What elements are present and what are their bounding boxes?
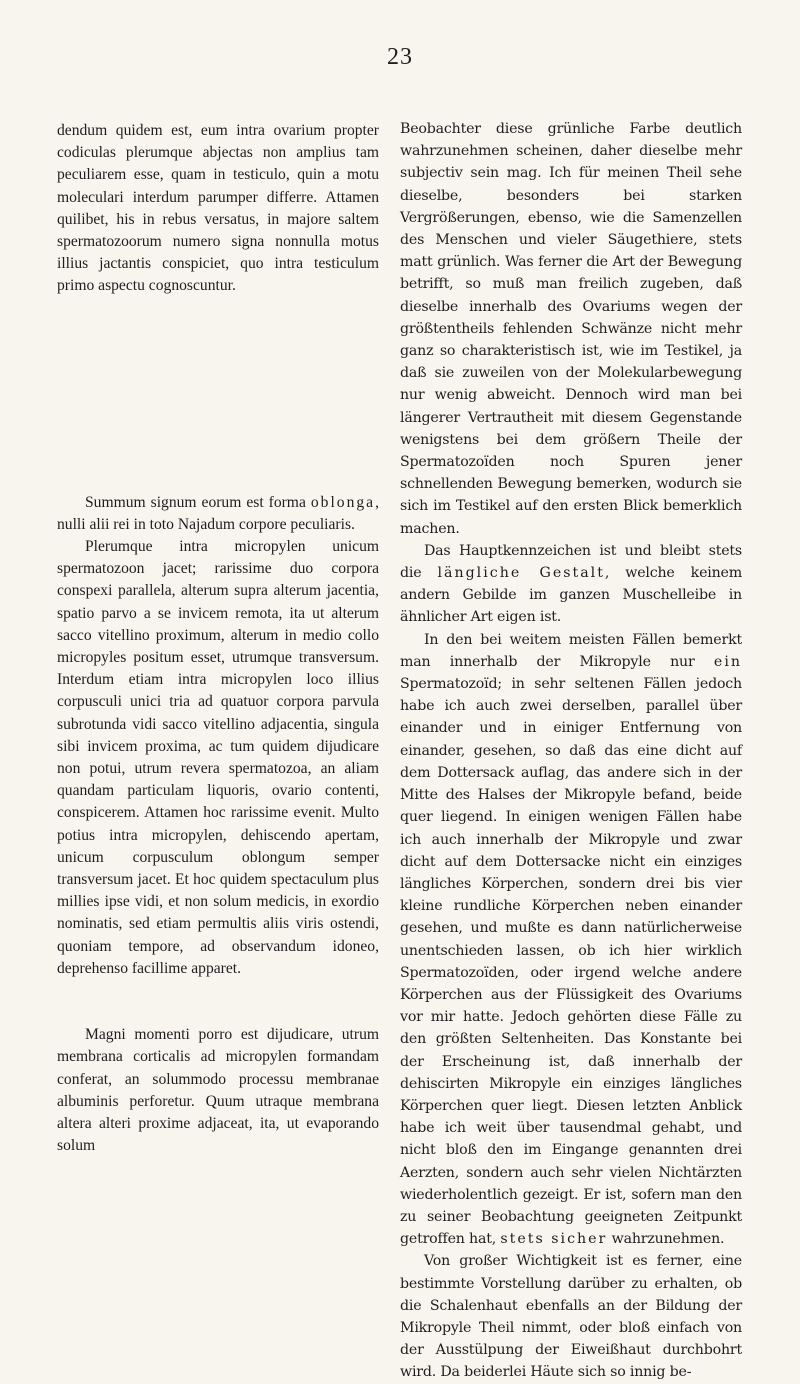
latin-paragraph-2-start: Summum signum eorum est forma [85, 493, 311, 511]
german-paragraph-3 [400, 629, 742, 1251]
german-paragraph-3-middle: Spermatozoïd; in sehr seltenen Fällen jedoch habe ich auch zwei derselben, parallel über einander und in einiger Entfernung von einander, gesehen, so daß das eine dicht auf dem Dottersack auflag, das andere sich in der Mitte des Halses der Mikropyle befand, beide quer liegend. In einigen wenigen Fällen habe ich auch innerhalb der Mikropyle und zwar dicht auf dem Dottersacke nicht ein einziges längliches Körperchen, sondern drei bis vier kleine rundliche Körperchen neben einander gesehen, und mußte es dann natürlicherweise unentschieden lassen, ob ich hier wirklich Spermatozoïden, oder irgend welche andere Körperchen aus der Flüssigkeit des Ovariums vor mir hatte. Jedoch gehörten diese Fälle zu den größten Seltenheiten. Das Konstante bei der Erscheinung ist, daß innerhalb der dehiscirten Mikropyle ein einziges längliches Körperchen quer liegt. Diesen letzten Anblick habe ich weit über tausendmal gehabt, und nicht bloß den im Eingange genannten drei Aerzten, sondern auch sehr vielen Nichtärzten wiederholentlich gezeigt. Er ist, sofern man den zu seiner Beobachtung geeigneten Zeitpunkt getroffen hat, [400, 676, 742, 1248]
german-paragraph-4: Von großer Wichtigkeit ist es ferner, eine bestimmte Vorstellung darüber zu erhalten, ob die Schalenhaut ebenfalls an der Bildung der Mikropyle Theil nimmt, oder bloß einfach von der Ausstülpung der Eiweißhaut durchbohrt wird. Da beiderlei Häute sich so innig be- [400, 1253, 742, 1381]
latin-paragraph-3: Plerumque intra micropylen unicum spermatozoon jacet; rarissime duo corpora conspexi parallela, alterum supra alterum jacentia, spatio parvo a se invicem remota, ita ut alterum sacco vitellino proximum, alterum in medio collo micropyles positum esset, utrumque transversum. Interdum etiam intra micropylen loco illius corpusculi unici tria ad quatuor corpora parvula subrotunda vidi sacco vitellino adjacentia, singula sibi invicem proxima, ac tum quidem dijudicare non potui, utrum revera spermatozoa, an aliam quandam particulam liquoris, ovario contenti, conspicerem. Attamen hoc rarissime evenit. Multo potius intra micropylen, dehiscendo apertam, unicum corpusculum oblongum semper transversum jacet. Et hoc quidem spectaculum plus millies ipse vidi, et non solum medicis, in exordio nominatis, sed etiam permultis aliis viris ostendi, quoniam tempore, ad observandum idoneo, deprehenso facillime apparet. [57, 538, 379, 977]
german-paragraph-2 [400, 540, 742, 629]
latin-paragraph-1: dendum quidem est, eum intra ovarium propter codiculas plerumque abjectas non amplius tam peculiarem esse, quam in testiculo, quin a motu moleculari interdum parumper differre. Attamen quilibet, his in rebus versatus, in majore saltem spermatozoorum numero signa nonnulla motus illius jactantis conspiciet, quo intra testiculum primo aspectu cognoscuntur. [57, 122, 379, 295]
german-paragraph-2-start: Das Hauptkennzeichen ist und bleibt stets die [400, 542, 742, 582]
right-column-german [400, 118, 742, 1384]
german-emphasis-ein: ein [713, 653, 742, 670]
german-emphasis-laengliche-gestalt: längliche Gestalt [437, 565, 605, 582]
german-paragraph-1: Beobachter diese grünliche Farbe deutlich wahrzunehmen scheinen, daher dieselbe mehr subjectiv sein mag. Ich für meinen Theil sehe dieselbe, besonders bei starken Vergrößerungen, ebenso, wie die Samenzellen des Menschen und vieler Säugethiere, stets matt grünlich. Was ferner die Art der Bewegung betrifft, so muß man freilich zugeben, daß dieselbe innerhalb des Ovariums wegen der größtentheils fehlenden Schwänze nicht mehr ganz so charakteristisch ist, wie im Testikel, ja daß sie zuweilen von der Molekularbewegung nur wenig abweicht. Dennoch wird man bei längerer Vertrautheit mit diesem Gegenstande wenigstens bei dem größern Theile der Spermatozoïden noch Spuren jener schnellenden Bewegung bemerken, wodurch sie sich im Testikel auf den ersten Blick bemerklich machen. [400, 121, 742, 537]
german-emphasis-stets-sicher: stets sicher [500, 1231, 608, 1248]
german-paragraph-2-end: , welche keinem andern Gebilde im ganzen Muschelleibe in ähnlicher Art eigen ist. [400, 565, 742, 626]
german-paragraph-3-end: wahrzunehmen. [607, 1231, 725, 1248]
latin-paragraph-4: Magni momenti porro est dijudicare, utrum membrana corticalis ad micropylen formandam conferat, an solummodo processu membranae albuminis perforetur. Quum utraque membrana altera alteri proxime adjaceat, ita, ut evaporando solum [57, 1026, 379, 1155]
latin-emphasis-oblonga: oblonga [310, 493, 376, 511]
page-number: 23 [387, 44, 413, 70]
german-paragraph-3-start: In den bei weitem meisten Fällen bemerkt man innerhalb der Mikropyle nur [400, 631, 742, 670]
left-column-latin [57, 120, 379, 1157]
latin-paragraph-2-end: , nulli alii rei in toto Najadum corpore peculiaris. [57, 493, 379, 533]
latin-paragraph-2 [57, 492, 379, 536]
